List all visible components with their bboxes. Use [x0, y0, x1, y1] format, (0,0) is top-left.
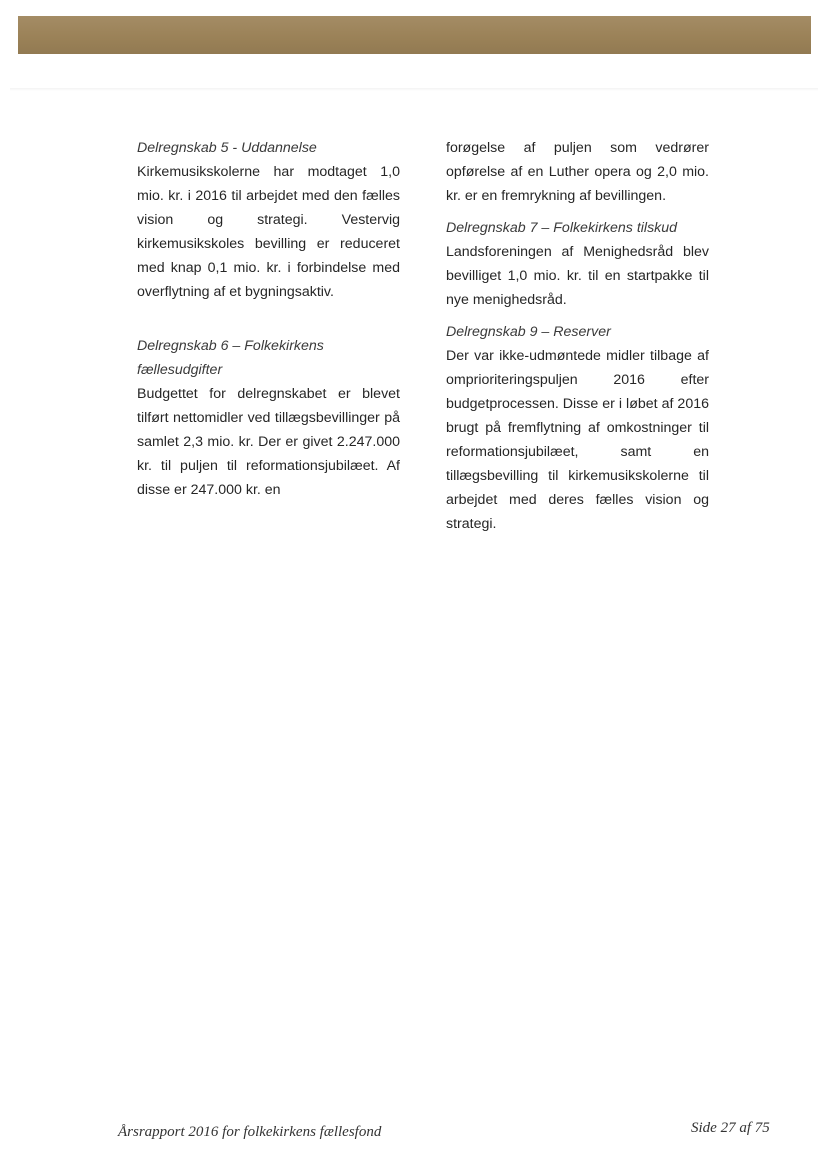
section-body-delregnskab-5: Kirkemusikskolerne har modtaget 1,0 mio. kr. i 2016 til arbejdet med den fælles vision og strategi. Vestervig kirkemusikskoles bevilling er reduceret med knap 0,1 mio. kr. i forbindelse med overflytning af et bygningsaktiv.	[137, 164, 400, 300]
section-body-delregnskab-6: Budgettet for delregnskabet er blevet tilført nettomidler ved tillægsbevillinger på samlet 2,3 mio. kr. Der er givet 2.247.000 kr. til puljen til reformationsjubilæet. Af disse er 247.000 kr. en	[137, 386, 400, 498]
left-column	[137, 136, 400, 502]
section-heading-delregnskab-6: Delregnskab 6 – Folkekirkens fællesudgifter	[137, 338, 324, 378]
section-body-delregnskab-9: Der var ikke-udmøntede midler tilbage af omprioriteringspuljen 2016 efter budgetprocessen. Disse er i løbet af 2016 brugt på fremflytning af omkostninger til reformationsjubilæet, samt en tillægsbevilling til kirkemusikskolerne til arbejdet med deres fælles vision og strategi.	[446, 348, 709, 532]
right-column	[446, 136, 709, 536]
footer-page-number: Side 27 af 75	[691, 1120, 770, 1136]
section-heading-delregnskab-9: Delregnskab 9 – Reserver	[446, 324, 611, 340]
section-heading-delregnskab-7: Delregnskab 7 – Folkekirkens tilskud	[446, 220, 678, 236]
section-heading-delregnskab-5: Delregnskab 5 - Uddannelse	[137, 140, 317, 156]
footer-report-title: Årsrapport 2016 for folkekirkens fællesfond	[118, 1124, 382, 1140]
header-band	[18, 16, 811, 54]
header-divider	[10, 88, 818, 91]
section-body-delregnskab-7: Landsforeningen af Menighedsråd blev bevilliget 1,0 mio. kr. til en startpakke til nye menighedsråd.	[446, 244, 709, 308]
section-body-delregnskab-6-continued: forøgelse af puljen som vedrører opførelse af en Luther opera og 2,0 mio. kr. er en fremrykning af bevillingen.	[446, 140, 709, 204]
